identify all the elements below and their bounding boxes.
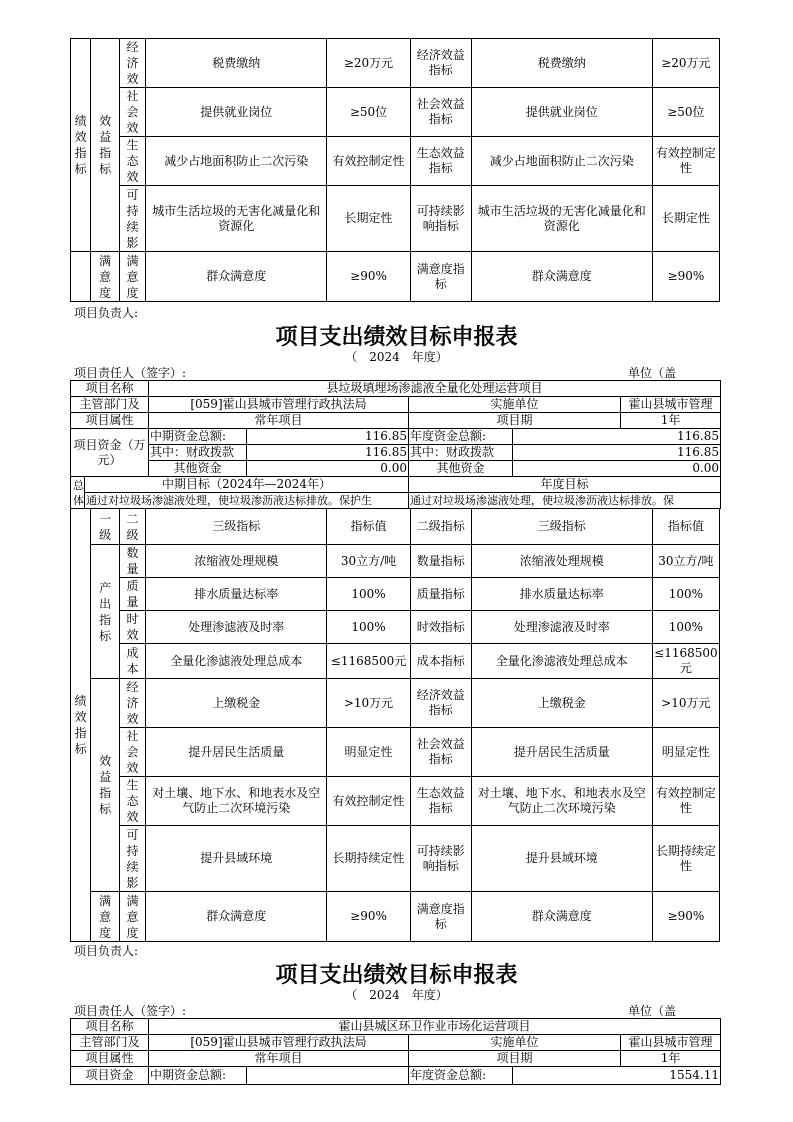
indicator-value: ≥20万元 [327, 39, 410, 88]
indicator-2: 减少占地面积防止二次污染 [471, 137, 652, 186]
indicator: 提供就业岗位 [146, 88, 327, 137]
perf-table [70, 508, 720, 942]
impl-unit: 霍山县城市管理 [621, 397, 721, 413]
form-year: （ 2024 年度） [345, 350, 448, 364]
label-project-name: 项目名称 [71, 1019, 149, 1035]
output-label: 产出指标 [91, 545, 119, 679]
indicator-2: 对土壤、地下水、和地表水及空气防止二次环境污染 [471, 777, 652, 826]
secondary-cat: 可持续影 [119, 826, 145, 892]
secondary-cat: 数量 [119, 545, 145, 578]
indicator-2: 浓缩液处理规模 [471, 545, 652, 578]
secondary-indicator: 经济效益指标 [410, 39, 471, 88]
secondary-cat: 生态效 [119, 777, 145, 826]
secondary-indicator: 可持续影响指标 [410, 186, 471, 252]
secondary-cat: 质量 [119, 578, 145, 611]
secondary-indicator: 时效指标 [410, 611, 471, 644]
indicator-2: 上缴税金 [471, 679, 652, 728]
indicator-value-2: ≥90% [652, 252, 719, 302]
indicator-2: 全量化渗滤液处理总成本 [471, 644, 652, 679]
secondary-indicator: 满意度指标 [410, 252, 471, 302]
year-fin: 116.85 [513, 445, 721, 461]
label-year-fin: 其中：财政拨款 [409, 445, 513, 461]
indicator: 提升县域环境 [146, 826, 327, 892]
goal-table [70, 476, 721, 509]
label-dept: 主管部门及 [71, 397, 149, 413]
mid-total [247, 1067, 409, 1085]
label-impl-unit: 实施单位 [409, 1035, 621, 1051]
indicator: 浓缩液处理规模 [146, 545, 327, 578]
mid-goal-text: 通过对垃圾场渗滤液处理，使垃圾渗沥液达标排放。保护生 [85, 493, 409, 509]
label-period: 项目期 [409, 413, 621, 429]
indicator-value-2: ≥50位 [652, 88, 719, 137]
secondary-cat: 成本 [119, 644, 145, 679]
project-name: 县垃圾填埋场渗滤液全量化处理运营项目 [149, 381, 721, 397]
label-fund: 项目资金 [71, 1067, 149, 1085]
label-mid-goal: 中期目标（2024年—2024年） [85, 477, 409, 493]
indicator-2: 提供就业岗位 [471, 88, 652, 137]
label-mid-fin: 其中：财政拨款 [149, 445, 247, 461]
indicator-value-2: >10万元 [652, 679, 719, 728]
label-fund: 项目资金（万元） [71, 429, 149, 477]
header-l3b: 三级指标 [471, 509, 652, 545]
tertiary-cat: 可持续影 [119, 186, 145, 252]
satisfaction-label: 满意度 [91, 252, 119, 302]
indicator-value: 长期持续定性 [327, 826, 410, 892]
indicator-value-2: 100% [652, 611, 719, 644]
label-mid-total: 中期资金总额: [149, 1067, 247, 1085]
indicator-2: 群众满意度 [471, 892, 652, 942]
indicator-2: 排水质量达标率 [471, 578, 652, 611]
project-leader-label: 项目负责人: [74, 306, 139, 320]
period: 1年 [621, 413, 721, 429]
unit-label: 单位（盖 [628, 366, 677, 380]
attr: 常年项目 [149, 413, 409, 429]
period: 1年 [621, 1051, 721, 1067]
secondary-cat: 社会效 [119, 728, 145, 777]
indicator: 处理渗滤液及时率 [146, 611, 327, 644]
form-title: 项目支出绩效目标申报表 [275, 963, 518, 988]
indicator-value: ≥50位 [327, 88, 410, 137]
indicator-value: 长期定性 [327, 186, 410, 252]
header-l1: 一级 [91, 509, 119, 545]
project-info-table [70, 380, 721, 477]
benefit-label: 效益指标 [91, 39, 119, 252]
indicator: 城市生活垃圾的无害化减量化和资源化 [146, 186, 327, 252]
year-total: 1554.11 [513, 1067, 721, 1085]
label-period: 项目期 [409, 1051, 621, 1067]
mid-other: 0.00 [247, 461, 409, 477]
responsible-sign: 项目责任人（签字）: [74, 1004, 187, 1018]
indicator: 减少占地面积防止二次污染 [146, 137, 327, 186]
secondary-indicator: 满意度指标 [410, 892, 471, 942]
header-l2: 二级 [119, 509, 145, 545]
label-year-total: 年度资金总额: [409, 1067, 513, 1085]
project-name: 霍山县城区环卫作业市场化运营项目 [149, 1019, 721, 1035]
indicator-2: 提升居民生活质量 [471, 728, 652, 777]
header-l3: 三级指标 [146, 509, 327, 545]
indicator: 提升居民生活质量 [146, 728, 327, 777]
indicator: 排水质量达标率 [146, 578, 327, 611]
mid-total: 116.85 [247, 429, 409, 445]
tertiary-cat: 社会效 [119, 88, 145, 137]
dept: [059]霍山县城市管理行政执法局 [149, 397, 409, 413]
indicator: 全量化渗滤液处理总成本 [146, 644, 327, 679]
indicator-value: 100% [327, 578, 410, 611]
tertiary-cat: 生态效 [119, 137, 145, 186]
project-leader-label: 项目负责人: [74, 944, 139, 958]
mid-fin: 116.85 [247, 445, 409, 461]
unit-label: 单位（盖 [628, 1004, 677, 1018]
secondary-cat: 经济效 [119, 679, 145, 728]
secondary-indicator: 社会效益指标 [410, 88, 471, 137]
label-project-name: 项目名称 [71, 381, 149, 397]
label-mid-other: 其他资金 [149, 461, 247, 477]
secondary-indicator: 可持续影响指标 [410, 826, 471, 892]
indicator-value-2: 有效控制定性 [652, 137, 719, 186]
dept: [059]霍山县城市管理行政执法局 [149, 1035, 409, 1051]
indicator: 税费缴纳 [146, 39, 327, 88]
secondary-indicator: 经济效益指标 [410, 679, 471, 728]
indicator-value: 有效控制定性 [327, 777, 410, 826]
indicator-value-2: ≥20万元 [652, 39, 719, 88]
impl-unit: 霍山县城市管理 [621, 1035, 721, 1051]
indicator-2: 处理渗滤液及时率 [471, 611, 652, 644]
indicator-value-2: 长期持续定性 [652, 826, 719, 892]
indicator-value-2: 长期定性 [652, 186, 719, 252]
responsible-sign: 项目责任人（签字）: [74, 366, 187, 380]
perf-table-continued [70, 38, 720, 302]
secondary-cat: 时效 [119, 611, 145, 644]
year-total: 116.85 [513, 429, 721, 445]
indicator-value-2: ≥90% [652, 892, 719, 942]
benefit-label: 效益指标 [91, 679, 119, 892]
indicator-value: 明显定性 [327, 728, 410, 777]
tertiary-cat: 经济效 [119, 39, 145, 88]
label-attr: 项目属性 [71, 413, 149, 429]
secondary-indicator: 生态效益指标 [410, 137, 471, 186]
indicator-value-2: ≤1168500元 [652, 644, 719, 679]
label-dept: 主管部门及 [71, 1035, 149, 1051]
label-year-other: 其他资金 [409, 461, 513, 477]
indicator-value: 100% [327, 611, 410, 644]
indicator-value: 30立方/吨 [327, 545, 410, 578]
indicator-value: ≤1168500元 [327, 644, 410, 679]
form-title: 项目支出绩效目标申报表 [275, 325, 518, 350]
indicator-value: >10万元 [327, 679, 410, 728]
header-value-b: 指标值 [652, 509, 719, 545]
indicator-2: 群众满意度 [471, 252, 652, 302]
perf-outer-label: 绩效指标 [71, 39, 91, 252]
secondary-indicator: 数量指标 [410, 545, 471, 578]
secondary-indicator: 成本指标 [410, 644, 471, 679]
indicator-value-2: 明显定性 [652, 728, 719, 777]
header-value: 指标值 [327, 509, 410, 545]
indicator: 群众满意度 [146, 892, 327, 942]
secondary-indicator: 社会效益指标 [410, 728, 471, 777]
label-goal: 总体 [71, 477, 85, 509]
indicator-value: ≥90% [327, 252, 410, 302]
tertiary-cat: 满意度 [119, 252, 145, 302]
form-year: （ 2024 年度） [345, 988, 448, 1002]
indicator: 对土壤、地下水、和地表水及空气防止二次环境污染 [146, 777, 327, 826]
indicator-value: ≥90% [327, 892, 410, 942]
indicator-value-2: 100% [652, 578, 719, 611]
label-attr: 项目属性 [71, 1051, 149, 1067]
secondary-indicator: 质量指标 [410, 578, 471, 611]
label-year-goal: 年度目标 [409, 477, 721, 493]
indicator-2: 城市生活垃圾的无害化减量化和资源化 [471, 186, 652, 252]
perf-outer-label: 绩效指标 [71, 509, 91, 942]
project-info-table [70, 1018, 721, 1085]
indicator-value-2: 30立方/吨 [652, 545, 719, 578]
year-other: 0.00 [513, 461, 721, 477]
label-year-total: 年度资金总额: [409, 429, 513, 445]
indicator-value: 有效控制定性 [327, 137, 410, 186]
indicator-2: 税费缴纳 [471, 39, 652, 88]
label-mid-total: 中期资金总额: [149, 429, 247, 445]
indicator-2: 提升县域环境 [471, 826, 652, 892]
indicator: 上缴税金 [146, 679, 327, 728]
year-goal-text: 通过对垃圾场渗滤液处理，使垃圾渗沥液达标排放。保 [409, 493, 721, 509]
header-l2b: 二级指标 [410, 509, 471, 545]
label-impl-unit: 实施单位 [409, 397, 621, 413]
attr: 常年项目 [149, 1051, 409, 1067]
blank-cell [71, 252, 91, 302]
secondary-cat: 满意度 [119, 892, 145, 942]
indicator-value-2: 有效控制定性 [652, 777, 719, 826]
satisfaction-label: 满意度 [91, 892, 119, 942]
secondary-indicator: 生态效益指标 [410, 777, 471, 826]
indicator: 群众满意度 [146, 252, 327, 302]
